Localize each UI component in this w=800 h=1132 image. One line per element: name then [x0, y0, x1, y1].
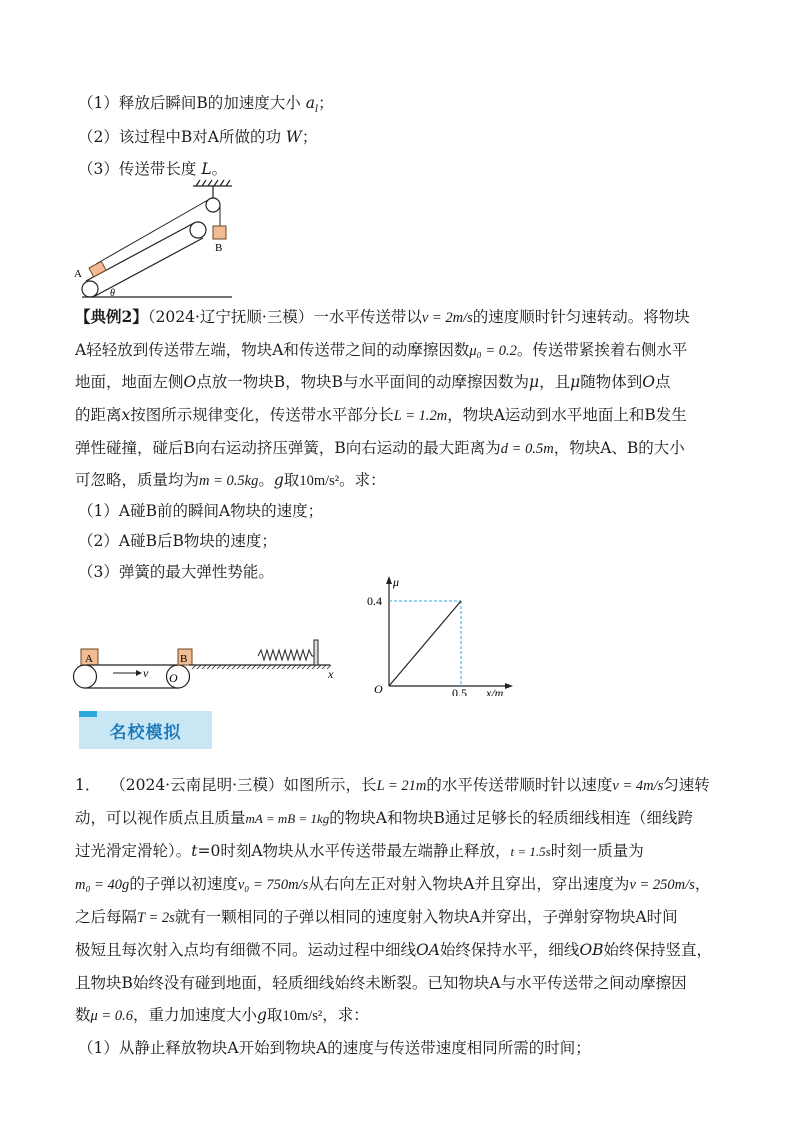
text: 的距离: [75, 406, 122, 424]
text: ，且: [539, 373, 571, 391]
text: 动，可以视作质点且质量: [75, 809, 246, 827]
spring: [258, 650, 318, 660]
formula-m0: m₀ = 40g: [75, 877, 130, 893]
problem-number: 1．: [75, 776, 101, 794]
pulley: [206, 198, 220, 212]
label-x: x: [328, 667, 334, 681]
x-axis-arrow: [505, 683, 513, 689]
x-tick-label: 0.5: [452, 686, 467, 696]
problem1-line-6: [75, 939, 712, 961]
text: 。求：: [339, 471, 386, 489]
text: 的子弹以初速度: [129, 875, 238, 893]
problem-source: （2024·云南昆明·三模）: [110, 776, 284, 794]
var-a: a: [305, 94, 315, 112]
question-text: A碰B后B物块的速度；: [118, 532, 277, 550]
problem1-line-1: [75, 774, 710, 797]
question-number: （2）: [78, 532, 119, 550]
example2-question-3: [78, 561, 274, 583]
var-l: L: [201, 160, 212, 178]
text: A轻轻放到传送带左端，物块A和传送带之间的动摩擦因数: [75, 341, 470, 359]
formula-g: 10m/s²: [299, 473, 340, 489]
var-g: g: [273, 471, 284, 489]
question-text: 传送带长度: [118, 160, 202, 178]
text: 。传送带紧挨着右侧水平: [516, 341, 688, 359]
text: 取: [266, 1006, 283, 1024]
question-number: （1）: [78, 502, 119, 520]
text: 从右向左正对射入物块A并且穿出，穿出速度为: [308, 875, 630, 893]
formula-v: v = 2m/s: [421, 310, 473, 326]
question-2-line: [78, 126, 317, 148]
section-title: 名校模拟: [109, 723, 182, 743]
y-tick-label: 0.4: [367, 594, 382, 608]
y-axis-arrow: [386, 576, 392, 584]
ceiling: [193, 180, 232, 186]
origin-label: O: [374, 682, 383, 696]
problem1-line-5: [75, 906, 678, 929]
text: 的水平传送带顺时针以速度: [426, 776, 613, 794]
text: 点放一物块B，物块B与水平面间的动摩擦因数为: [196, 373, 530, 391]
problem1-line-2: [75, 807, 693, 830]
text: ，: [694, 875, 711, 893]
wall: [314, 640, 318, 665]
formula-m: mA = mB = 1kg: [245, 811, 330, 826]
mu-x-graph: [364, 572, 514, 696]
label-o: O: [169, 671, 178, 685]
example-tag: 【典例2】: [75, 307, 148, 326]
figure-incline-conveyor: [62, 178, 232, 300]
example2-line-1: [75, 306, 690, 329]
label-v: v: [143, 666, 149, 680]
text: 且物块B始终没有碰到地面，轻质细线始终未断裂。已知物块A与水平传送带之间动摩擦因: [75, 974, 687, 992]
text: 始终保持竖直，: [603, 941, 713, 959]
question-number: （2）: [78, 128, 119, 146]
text: 数: [75, 1006, 91, 1024]
formula-t: t = 1.5s: [510, 844, 551, 859]
punct: ；: [301, 128, 318, 146]
example2-question-1: [78, 500, 323, 522]
text: 弹性碰撞，碰后B向右运动挤压弹簧，B向右运动的最大距离为: [75, 439, 501, 457]
problem1-line-3: [75, 840, 644, 863]
text: 点: [654, 373, 671, 391]
problem1-line-4: [75, 873, 710, 896]
text: 取: [283, 471, 300, 489]
text: 匀速转: [663, 776, 710, 794]
text: 就有一颗相同的子弹以相同的速度射入物块A并穿出，子弹射穿物块A时间: [174, 908, 678, 926]
figure-horizontal-conveyor: [68, 632, 348, 692]
punct: ；: [318, 94, 334, 112]
formula-v0: v₀ = 750m/s: [237, 877, 309, 893]
formula-t-period: T = 2s: [137, 910, 175, 926]
var-w: W: [285, 128, 302, 146]
text: 随物体到: [580, 373, 643, 391]
text: ，物块A运动到水平地面上和B发生: [447, 406, 687, 424]
var-o: O: [183, 373, 197, 391]
formula-mu0: μ₀ = 0.2: [469, 343, 517, 359]
var-g: g: [256, 1006, 267, 1024]
var-x: x: [121, 406, 131, 424]
label-a: A: [74, 268, 82, 280]
arrow-head: [136, 670, 142, 676]
var-oa: OA: [416, 941, 440, 959]
text: 过光滑定滑轮）。: [75, 842, 192, 860]
text: 始终保持水平，细线: [439, 941, 580, 959]
var-o: O: [642, 373, 655, 391]
text: 。: [258, 471, 274, 489]
text: ，重力加速度大小: [132, 1006, 257, 1024]
text: ，求：: [322, 1006, 369, 1024]
formula-l: L = 21m: [376, 778, 427, 794]
example2-line-6: [75, 469, 386, 492]
text: 的速度顺时针匀速转动。将物块: [472, 308, 690, 326]
formula-v-out: v = 250m/s: [629, 877, 695, 893]
text: 之后每隔: [75, 908, 138, 926]
text: 一水平传送带以: [313, 308, 422, 326]
label-a: A: [85, 653, 93, 665]
question-text: 从静止释放物块A开始到物块A的速度与传送带速度相同所需的时间；: [118, 1039, 591, 1057]
formula-d: d = 0.5m: [500, 441, 554, 457]
formula-g: 10m/s²: [282, 1008, 323, 1024]
label-b: B: [180, 653, 188, 665]
badge-accent: [79, 711, 97, 717]
block-a: [89, 261, 106, 276]
example2-line-3: [75, 371, 670, 393]
text: 极短且每次射入点均有细微不同。运动过程中细线: [75, 941, 417, 959]
problem1-line-8: [75, 1004, 369, 1027]
example2-line-4: [75, 404, 687, 427]
var-mu: μ: [529, 373, 540, 391]
example2-line-2: [75, 339, 687, 362]
var-subscript: l: [314, 104, 319, 116]
question-text: 该过程中B对A所做的功: [118, 128, 286, 146]
text: ，物块A、B的大小: [553, 439, 685, 457]
text: 的物块A和物块B通过足够长的轻质细线相连（细线跨: [329, 809, 693, 827]
formula-v: v = 4m/s: [612, 778, 664, 794]
problem1-line-7: [75, 972, 687, 994]
question-3-line: [78, 158, 227, 180]
question-text: 释放后瞬间B的加速度大小: [118, 94, 306, 112]
question-text: 弹簧的最大弹性势能。: [118, 563, 274, 581]
question-number: （3）: [78, 563, 119, 581]
roller-left: [82, 281, 98, 297]
question-1-line: [78, 92, 334, 121]
label-b: B: [215, 242, 223, 254]
roller-left: [74, 665, 97, 688]
question-number: （3）: [78, 160, 119, 178]
text: 如图所示，长: [283, 776, 377, 794]
text: =0时刻A物块从水平传送带最左端静止释放，: [197, 842, 511, 860]
text: 按图所示规律变化，传送带水平部分长: [130, 406, 394, 424]
text: 可忽略，质量均为: [75, 471, 200, 489]
punct: 。: [211, 160, 228, 178]
problem1-question-1: [78, 1037, 591, 1059]
series-line-mu: [389, 601, 461, 686]
var-ob: OB: [579, 941, 604, 959]
text: 时刻一质量为: [550, 842, 644, 860]
var-mu: μ: [570, 373, 581, 391]
text: 地面，地面左侧: [75, 373, 184, 391]
example2-question-2: [78, 530, 277, 552]
x-axis-label: x/m: [486, 686, 504, 696]
formula-mu: μ = 0.6: [90, 1008, 133, 1024]
formula-m: m = 0.5kg: [199, 473, 259, 489]
example-source: （2024·辽宁抚顺·三模）: [147, 308, 314, 326]
question-text: A碰B前的瞬间A物块的速度；: [118, 502, 324, 520]
label-theta: θ: [110, 288, 115, 299]
var-t: t: [191, 842, 198, 860]
roller-right: [190, 222, 206, 238]
question-number: （1）: [78, 94, 119, 112]
question-number: （1）: [78, 1039, 119, 1057]
formula-l: L = 1.2m: [393, 408, 448, 424]
y-axis-label: μ: [393, 575, 400, 589]
example2-line-5: [75, 437, 685, 460]
block-b: [213, 226, 226, 239]
section-badge: [79, 711, 212, 749]
